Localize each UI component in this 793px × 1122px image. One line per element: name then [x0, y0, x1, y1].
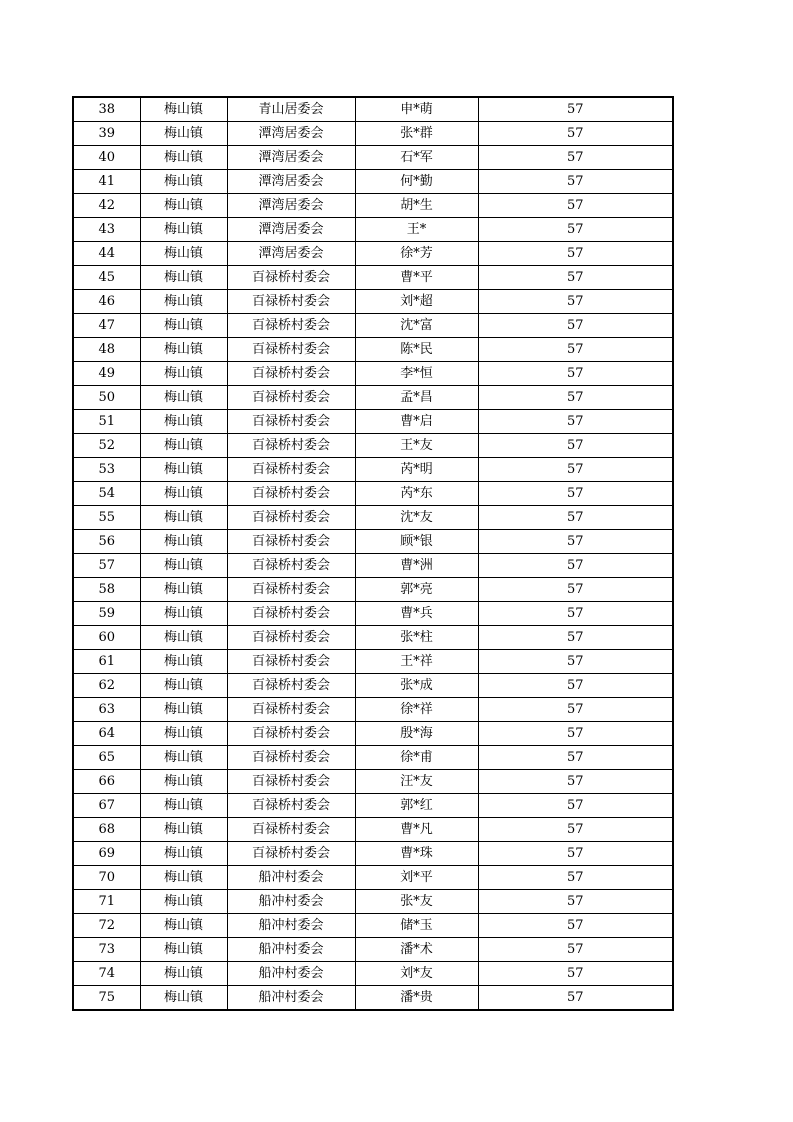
roster-table-body [73, 97, 673, 1010]
table-row [73, 434, 673, 458]
person-name-cell: 张*友 [355, 890, 478, 914]
row-number-cell: 43 [73, 218, 140, 242]
person-name-cell: 储*玉 [355, 914, 478, 938]
table-row [73, 266, 673, 290]
town-cell: 梅山镇 [140, 866, 227, 890]
town-cell: 梅山镇 [140, 554, 227, 578]
row-number-cell: 45 [73, 266, 140, 290]
table-row [73, 578, 673, 602]
town-cell: 梅山镇 [140, 530, 227, 554]
amount-cell: 57 [478, 962, 673, 986]
table-row [73, 218, 673, 242]
town-cell: 梅山镇 [140, 170, 227, 194]
row-number-cell: 69 [73, 842, 140, 866]
row-number-cell: 58 [73, 578, 140, 602]
village-committee-cell: 潭湾居委会 [227, 122, 355, 146]
person-name-cell: 郭*红 [355, 794, 478, 818]
person-name-cell: 徐*甫 [355, 746, 478, 770]
amount-cell: 57 [478, 914, 673, 938]
table-row [73, 458, 673, 482]
town-cell: 梅山镇 [140, 698, 227, 722]
table-row [73, 314, 673, 338]
amount-cell: 57 [478, 434, 673, 458]
town-cell: 梅山镇 [140, 290, 227, 314]
person-name-cell: 曹*启 [355, 410, 478, 434]
person-name-cell: 孟*昌 [355, 386, 478, 410]
village-committee-cell: 船冲村委会 [227, 962, 355, 986]
row-number-cell: 56 [73, 530, 140, 554]
town-cell: 梅山镇 [140, 386, 227, 410]
table-row [73, 290, 673, 314]
amount-cell: 57 [478, 482, 673, 506]
amount-cell: 57 [478, 842, 673, 866]
town-cell: 梅山镇 [140, 410, 227, 434]
amount-cell: 57 [478, 722, 673, 746]
amount-cell: 57 [478, 770, 673, 794]
amount-cell: 57 [478, 97, 673, 122]
table-row [73, 122, 673, 146]
town-cell: 梅山镇 [140, 674, 227, 698]
amount-cell: 57 [478, 314, 673, 338]
town-cell: 梅山镇 [140, 626, 227, 650]
town-cell: 梅山镇 [140, 362, 227, 386]
amount-cell: 57 [478, 122, 673, 146]
amount-cell: 57 [478, 506, 673, 530]
person-name-cell: 顾*银 [355, 530, 478, 554]
person-name-cell: 曹*珠 [355, 842, 478, 866]
row-number-cell: 60 [73, 626, 140, 650]
row-number-cell: 66 [73, 770, 140, 794]
amount-cell: 57 [478, 218, 673, 242]
table-row [73, 938, 673, 962]
table-row [73, 914, 673, 938]
table-row [73, 410, 673, 434]
amount-cell: 57 [478, 626, 673, 650]
amount-cell: 57 [478, 602, 673, 626]
village-committee-cell: 百禄桥村委会 [227, 818, 355, 842]
village-committee-cell: 百禄桥村委会 [227, 794, 355, 818]
town-cell: 梅山镇 [140, 938, 227, 962]
person-name-cell: 潘*术 [355, 938, 478, 962]
table-row [73, 722, 673, 746]
table-row [73, 746, 673, 770]
amount-cell: 57 [478, 986, 673, 1011]
amount-cell: 57 [478, 890, 673, 914]
row-number-cell: 71 [73, 890, 140, 914]
town-cell: 梅山镇 [140, 434, 227, 458]
row-number-cell: 73 [73, 938, 140, 962]
table-row [73, 890, 673, 914]
row-number-cell: 68 [73, 818, 140, 842]
person-name-cell: 刘*友 [355, 962, 478, 986]
table-row [73, 530, 673, 554]
person-name-cell: 张*柱 [355, 626, 478, 650]
amount-cell: 57 [478, 266, 673, 290]
person-name-cell: 刘*超 [355, 290, 478, 314]
amount-cell: 57 [478, 530, 673, 554]
row-number-cell: 59 [73, 602, 140, 626]
row-number-cell: 38 [73, 97, 140, 122]
row-number-cell: 72 [73, 914, 140, 938]
table-row [73, 602, 673, 626]
village-committee-cell: 百禄桥村委会 [227, 434, 355, 458]
village-committee-cell: 百禄桥村委会 [227, 290, 355, 314]
table-row [73, 626, 673, 650]
person-name-cell: 芮*东 [355, 482, 478, 506]
row-number-cell: 42 [73, 194, 140, 218]
table-row [73, 506, 673, 530]
row-number-cell: 57 [73, 554, 140, 578]
table-row [73, 842, 673, 866]
person-name-cell: 曹*兵 [355, 602, 478, 626]
amount-cell: 57 [478, 170, 673, 194]
table-row [73, 986, 673, 1011]
person-name-cell: 潘*贵 [355, 986, 478, 1011]
amount-cell: 57 [478, 938, 673, 962]
village-committee-cell: 船冲村委会 [227, 890, 355, 914]
town-cell: 梅山镇 [140, 842, 227, 866]
town-cell: 梅山镇 [140, 746, 227, 770]
town-cell: 梅山镇 [140, 314, 227, 338]
person-name-cell: 曹*洲 [355, 554, 478, 578]
town-cell: 梅山镇 [140, 266, 227, 290]
village-committee-cell: 百禄桥村委会 [227, 674, 355, 698]
table-row [73, 698, 673, 722]
amount-cell: 57 [478, 146, 673, 170]
person-name-cell: 张*成 [355, 674, 478, 698]
amount-cell: 57 [478, 338, 673, 362]
town-cell: 梅山镇 [140, 794, 227, 818]
village-committee-cell: 百禄桥村委会 [227, 722, 355, 746]
person-name-cell: 李*恒 [355, 362, 478, 386]
table-row [73, 194, 673, 218]
row-number-cell: 70 [73, 866, 140, 890]
person-name-cell: 张*群 [355, 122, 478, 146]
row-number-cell: 49 [73, 362, 140, 386]
village-committee-cell: 百禄桥村委会 [227, 458, 355, 482]
amount-cell: 57 [478, 554, 673, 578]
person-name-cell: 徐*芳 [355, 242, 478, 266]
table-row [73, 866, 673, 890]
table-row [73, 482, 673, 506]
village-committee-cell: 百禄桥村委会 [227, 578, 355, 602]
person-name-cell: 沈*富 [355, 314, 478, 338]
town-cell: 梅山镇 [140, 458, 227, 482]
row-number-cell: 44 [73, 242, 140, 266]
person-name-cell: 郭*亮 [355, 578, 478, 602]
village-committee-cell: 潭湾居委会 [227, 194, 355, 218]
person-name-cell: 殷*海 [355, 722, 478, 746]
village-committee-cell: 百禄桥村委会 [227, 698, 355, 722]
village-committee-cell: 船冲村委会 [227, 938, 355, 962]
table-row [73, 97, 673, 122]
village-committee-cell: 百禄桥村委会 [227, 506, 355, 530]
village-committee-cell: 百禄桥村委会 [227, 770, 355, 794]
person-name-cell: 刘*平 [355, 866, 478, 890]
amount-cell: 57 [478, 674, 673, 698]
table-row [73, 338, 673, 362]
town-cell: 梅山镇 [140, 97, 227, 122]
table-row [73, 386, 673, 410]
row-number-cell: 46 [73, 290, 140, 314]
row-number-cell: 41 [73, 170, 140, 194]
village-committee-cell: 潭湾居委会 [227, 242, 355, 266]
row-number-cell: 62 [73, 674, 140, 698]
village-committee-cell: 百禄桥村委会 [227, 314, 355, 338]
person-name-cell: 申*萌 [355, 97, 478, 122]
village-committee-cell: 船冲村委会 [227, 986, 355, 1011]
row-number-cell: 55 [73, 506, 140, 530]
subsidy-roster-table [72, 96, 674, 1011]
person-name-cell: 沈*友 [355, 506, 478, 530]
village-committee-cell: 百禄桥村委会 [227, 626, 355, 650]
row-number-cell: 50 [73, 386, 140, 410]
village-committee-cell: 百禄桥村委会 [227, 482, 355, 506]
amount-cell: 57 [478, 698, 673, 722]
village-committee-cell: 船冲村委会 [227, 914, 355, 938]
amount-cell: 57 [478, 362, 673, 386]
person-name-cell: 王*祥 [355, 650, 478, 674]
village-committee-cell: 百禄桥村委会 [227, 530, 355, 554]
person-name-cell: 曹*凡 [355, 818, 478, 842]
row-number-cell: 54 [73, 482, 140, 506]
town-cell: 梅山镇 [140, 506, 227, 530]
person-name-cell: 王*友 [355, 434, 478, 458]
town-cell: 梅山镇 [140, 146, 227, 170]
row-number-cell: 75 [73, 986, 140, 1011]
town-cell: 梅山镇 [140, 986, 227, 1011]
village-committee-cell: 百禄桥村委会 [227, 386, 355, 410]
village-committee-cell: 潭湾居委会 [227, 218, 355, 242]
village-committee-cell: 潭湾居委会 [227, 146, 355, 170]
village-committee-cell: 百禄桥村委会 [227, 266, 355, 290]
amount-cell: 57 [478, 290, 673, 314]
row-number-cell: 40 [73, 146, 140, 170]
table-row [73, 818, 673, 842]
amount-cell: 57 [478, 650, 673, 674]
row-number-cell: 48 [73, 338, 140, 362]
row-number-cell: 63 [73, 698, 140, 722]
row-number-cell: 67 [73, 794, 140, 818]
village-committee-cell: 船冲村委会 [227, 866, 355, 890]
row-number-cell: 47 [73, 314, 140, 338]
amount-cell: 57 [478, 794, 673, 818]
town-cell: 梅山镇 [140, 242, 227, 266]
town-cell: 梅山镇 [140, 818, 227, 842]
row-number-cell: 52 [73, 434, 140, 458]
town-cell: 梅山镇 [140, 218, 227, 242]
row-number-cell: 61 [73, 650, 140, 674]
village-committee-cell: 百禄桥村委会 [227, 842, 355, 866]
village-committee-cell: 潭湾居委会 [227, 170, 355, 194]
table-row [73, 794, 673, 818]
table-row [73, 962, 673, 986]
village-committee-cell: 青山居委会 [227, 97, 355, 122]
amount-cell: 57 [478, 578, 673, 602]
village-committee-cell: 百禄桥村委会 [227, 602, 355, 626]
row-number-cell: 51 [73, 410, 140, 434]
person-name-cell: 王* [355, 218, 478, 242]
town-cell: 梅山镇 [140, 722, 227, 746]
town-cell: 梅山镇 [140, 914, 227, 938]
amount-cell: 57 [478, 458, 673, 482]
table-row [73, 242, 673, 266]
town-cell: 梅山镇 [140, 602, 227, 626]
table-row [73, 170, 673, 194]
amount-cell: 57 [478, 866, 673, 890]
person-name-cell: 徐*祥 [355, 698, 478, 722]
village-committee-cell: 百禄桥村委会 [227, 338, 355, 362]
person-name-cell: 芮*明 [355, 458, 478, 482]
row-number-cell: 74 [73, 962, 140, 986]
person-name-cell: 陈*民 [355, 338, 478, 362]
village-committee-cell: 百禄桥村委会 [227, 554, 355, 578]
amount-cell: 57 [478, 242, 673, 266]
row-number-cell: 39 [73, 122, 140, 146]
amount-cell: 57 [478, 194, 673, 218]
town-cell: 梅山镇 [140, 578, 227, 602]
town-cell: 梅山镇 [140, 122, 227, 146]
town-cell: 梅山镇 [140, 194, 227, 218]
table-row [73, 674, 673, 698]
person-name-cell: 石*军 [355, 146, 478, 170]
person-name-cell: 曹*平 [355, 266, 478, 290]
table-row [73, 770, 673, 794]
town-cell: 梅山镇 [140, 770, 227, 794]
person-name-cell: 汪*友 [355, 770, 478, 794]
person-name-cell: 胡*生 [355, 194, 478, 218]
amount-cell: 57 [478, 818, 673, 842]
amount-cell: 57 [478, 746, 673, 770]
table-row [73, 146, 673, 170]
town-cell: 梅山镇 [140, 890, 227, 914]
row-number-cell: 65 [73, 746, 140, 770]
town-cell: 梅山镇 [140, 962, 227, 986]
amount-cell: 57 [478, 410, 673, 434]
town-cell: 梅山镇 [140, 338, 227, 362]
table-row [73, 362, 673, 386]
table-row [73, 554, 673, 578]
document-page [72, 96, 674, 1011]
amount-cell: 57 [478, 386, 673, 410]
village-committee-cell: 百禄桥村委会 [227, 746, 355, 770]
village-committee-cell: 百禄桥村委会 [227, 650, 355, 674]
person-name-cell: 何*勤 [355, 170, 478, 194]
village-committee-cell: 百禄桥村委会 [227, 410, 355, 434]
row-number-cell: 53 [73, 458, 140, 482]
town-cell: 梅山镇 [140, 650, 227, 674]
table-row [73, 650, 673, 674]
village-committee-cell: 百禄桥村委会 [227, 362, 355, 386]
town-cell: 梅山镇 [140, 482, 227, 506]
row-number-cell: 64 [73, 722, 140, 746]
